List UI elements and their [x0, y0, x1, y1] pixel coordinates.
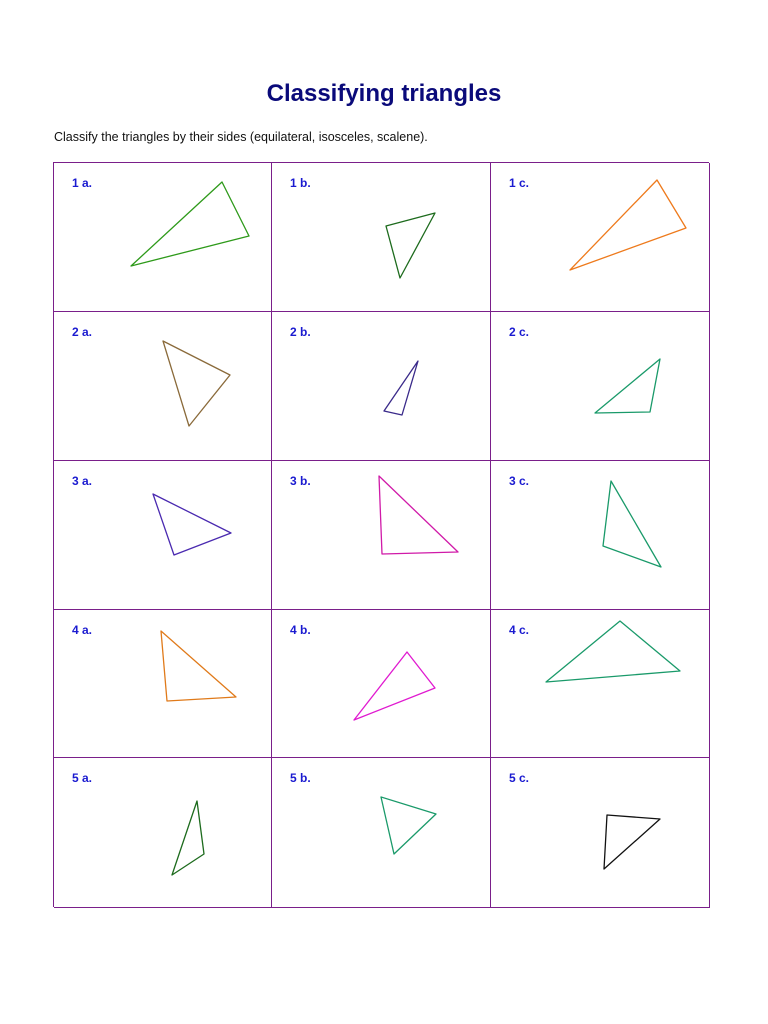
problem-label: 5 c.: [509, 771, 530, 785]
triangle-figure: [54, 758, 271, 907]
problem-cell-1a: [54, 163, 272, 312]
triangle-shape: [161, 631, 236, 701]
problem-cell-5b: [272, 758, 491, 908]
problem-label: 4 b.: [290, 623, 311, 637]
problem-label: 3 b.: [290, 474, 311, 488]
triangle-figure: [491, 163, 709, 311]
triangle-shape: [595, 359, 660, 413]
problem-label: 2 a.: [72, 325, 93, 339]
triangle-shape: [384, 361, 418, 415]
problem-label: 4 c.: [509, 623, 530, 637]
triangle-shape: [381, 797, 436, 854]
problem-cell-5c: [491, 758, 710, 908]
triangle-shape: [386, 213, 435, 278]
problem-cell-2a: [54, 312, 272, 461]
triangle-shape: [163, 341, 230, 426]
problem-label: 1 a.: [72, 176, 93, 190]
problem-cell-5a: [54, 758, 272, 908]
problem-label: 4 a.: [72, 623, 93, 637]
triangle-shape: [354, 652, 435, 720]
triangle-shape: [546, 621, 680, 682]
problem-label: 3 a.: [72, 474, 93, 488]
triangle-shape: [604, 815, 660, 869]
triangle-figure: [491, 610, 709, 757]
problem-cell-3a: [54, 461, 272, 610]
problem-label: 3 c.: [509, 474, 530, 488]
problem-label: 1 c.: [509, 176, 530, 190]
triangle-figure: [272, 610, 490, 757]
triangle-figure: [491, 312, 709, 460]
problem-cell-4b: [272, 610, 491, 758]
problem-cell-3c: [491, 461, 710, 610]
triangle-shape: [570, 180, 686, 270]
triangle-figure: [272, 163, 490, 311]
problem-label: 5 a.: [72, 771, 93, 785]
triangle-figure: [491, 758, 709, 907]
triangle-grid: [53, 162, 709, 907]
problem-label: 5 b.: [290, 771, 311, 785]
triangle-figure: [54, 461, 271, 609]
problem-cell-2c: [491, 312, 710, 461]
triangle-figure: [54, 163, 271, 311]
problem-label: 1 b.: [290, 176, 311, 190]
triangle-shape: [153, 494, 231, 555]
problem-label: 2 c.: [509, 325, 530, 339]
problem-cell-1b: [272, 163, 491, 312]
instructions-text: Classify the triangles by their sides (equilateral, isosceles, scalene).: [54, 130, 428, 144]
triangle-figure: [491, 461, 709, 609]
triangle-figure: [54, 312, 271, 460]
problem-cell-4a: [54, 610, 272, 758]
triangle-figure: [272, 312, 490, 460]
triangle-figure: [272, 461, 490, 609]
problem-cell-1c: [491, 163, 710, 312]
triangle-shape: [131, 182, 249, 266]
triangle-shape: [603, 481, 661, 567]
problem-cell-2b: [272, 312, 491, 461]
triangle-figure: [54, 610, 271, 757]
problem-cell-3b: [272, 461, 491, 610]
problem-cell-4c: [491, 610, 710, 758]
triangle-shape: [379, 476, 458, 554]
page-title: Classifying triangles: [266, 80, 502, 107]
problem-label: 2 b.: [290, 325, 311, 339]
triangle-figure: [272, 758, 490, 907]
triangle-shape: [172, 801, 204, 875]
